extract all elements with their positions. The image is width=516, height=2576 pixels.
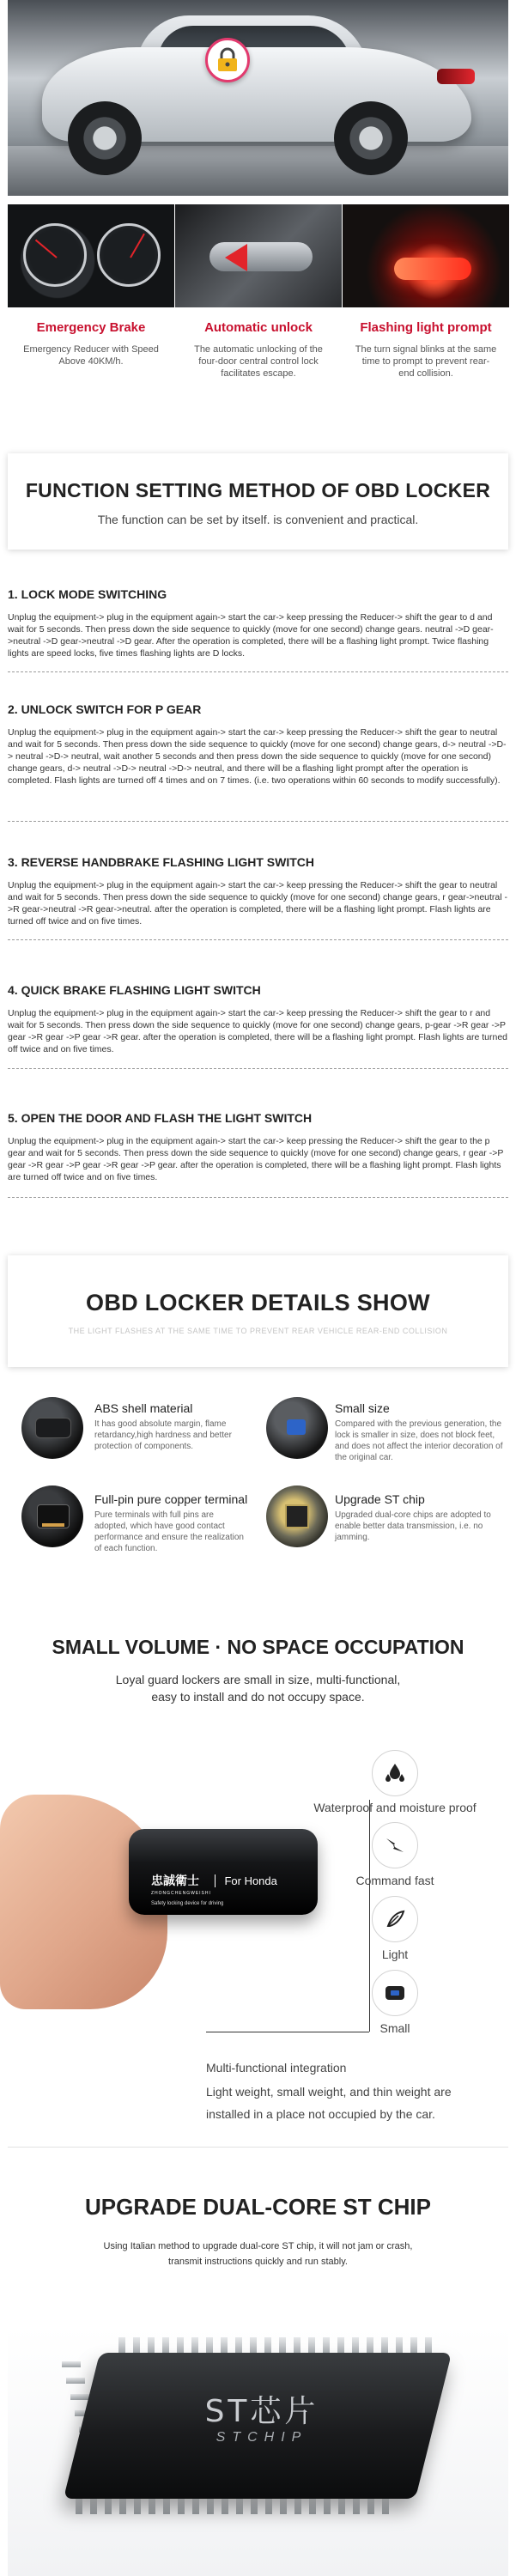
feature-title: Flashing light prompt [360,320,492,335]
gauge-needle [35,240,58,258]
feature-label-small: Small [379,2021,410,2035]
detail-title: Upgrade ST chip [335,1492,425,1506]
function-setting-card [8,453,508,550]
feature-title: Automatic unlock [204,320,313,335]
integration-line-2: installed in a place not occupied by the car. [206,2107,435,2121]
feather-icon [372,1896,418,1942]
detail-desc: Upgraded dual-core chips are adopted to enable better data transmission, i.e. no jamming. [335,1510,491,1542]
section-title-open-door: 5. OPEN THE DOOR AND FLASH THE LIGHT SWITCH [8,1111,313,1125]
front-wheel [68,101,142,175]
section-title-unlock-p: 2. UNLOCK SWITCH FOR P GEAR [8,702,202,716]
chip-sublabel: STCHIP [216,2430,308,2445]
feature-desc: The automatic unlocking of the four-door central control lock facilitates escape. [194,344,323,379]
details-card-subtitle: THE LIGHT FLASHES AT THE SAME TIME TO PREVENT REAR VEHICLE REAR-END COLLISION [68,1327,448,1335]
gauge-needle [130,234,145,258]
connector-line [369,1800,370,2032]
small-device-icon [372,1970,418,2016]
feature-label-light: Light [381,1947,409,1961]
section-body-quick-brake: Unplug the equipment-> plug in the equipment again-> start the car-> keep pressing the Reducer-> shift the gear to r and wait for 5 seconds. Then press down the side sequence to quickly (move for one second) change gears, p-gear ->R gear ->P gear ->R gear ->P gear ->R gear. after the operation is completed, there will be a flashing light prompt. Flash lights are turned off twice and on five times. [8,1008,507,1054]
feature-title: Emergency Brake [36,320,146,335]
integration-line-1: Light weight, small weight, and thin weight are [206,2085,452,2099]
section-body-lock-mode: Unplug the equipment-> plug in the equipment again-> start the car-> keep pressing the Reducer-> shift the gear to d and wait for 5 seconds. Then press down the side sequence to quickly (move for one second) change gears. neutral ->D gear->neutral ->D gear->neutral ->D gear. After the operation is completed, there will be a flashing light prompt. Twice flashing lights are speed locks, five times flashing lights are D locks. [8,612,494,659]
detail-desc: Pure terminals with full pins are adopted, which have good contact performance and ensure the realization of each function. [94,1510,244,1553]
car-tail-light [437,69,475,84]
door-handle-image [175,204,342,307]
chip-pin [62,2361,81,2367]
feature-label-waterproof: Waterproof and moisture proof [313,1801,477,1814]
small-volume-subtitle-1: Loyal guard lockers are small in size, multi-functional, [115,1673,401,1686]
device-model: For Honda [215,1874,276,1887]
gauge-right [97,223,161,287]
chip-title: UPGRADE DUAL-CORE ST CHIP [84,2194,431,2220]
abs-shell-icon [21,1397,83,1459]
details-card [8,1255,508,1367]
feature-desc: The turn signal blinks at the same time to prompt to prevent rear-end collision. [355,344,497,379]
speedometer-image [8,204,174,307]
device-tagline: Safety locking device for driving [151,1901,224,1906]
lightning-icon [372,1822,418,1868]
waterproof-icon [372,1750,418,1796]
integration-title: Multi-functional integration [206,2061,347,2075]
chip-subtitle-1: Using Italian method to upgrade dual-core ST chip, it will not jam or crash, [103,2241,413,2251]
function-card-subtitle: The function can be set by itself. is convenient and practical. [97,513,419,526]
st-chip-icon [266,1485,328,1547]
chip-subtitle-2: transmit instructions quickly and run stably. [168,2257,348,2267]
device-pinyin: ZHONGCHENGWEISHI [151,1891,211,1896]
device-brand: 忠誠衛士 [151,1874,199,1887]
copper-terminal-icon [21,1485,83,1547]
detail-title: Small size [335,1401,390,1415]
small-volume-subtitle-2: easy to install and do not occupy space. [151,1690,365,1704]
section-title-lock-mode: 1. LOCK MODE SWITCHING [8,587,167,601]
detail-title: Full-pin pure copper terminal [94,1492,248,1506]
rear-wheel [334,101,408,175]
lock-icon [205,38,250,82]
details-card-title: OBD LOCKER DETAILS SHOW [86,1290,430,1315]
small-size-icon [266,1397,328,1459]
detail-desc: Compared with the previous generation, the lock is smaller in size, does not block feet, and does not affect the interior decoration of the original car. [335,1419,503,1462]
section-title-reverse-handbrake: 3. REVERSE HANDBRAKE FLASHING LIGHT SWITCH [8,855,315,869]
chip-pin [70,2394,89,2400]
divider [8,1197,508,1198]
section-title-quick-brake: 4. QUICK BRAKE FLASHING LIGHT SWITCH [8,983,261,997]
divider [8,1068,508,1069]
section-body-open-door: Unplug the equipment-> plug in the equipment again-> start the car-> keep pressing the Reducer-> shift the gear to the p gear and wait for 5 seconds. Then press down the side sequence to quickly (move for one second) change gears, r gear ->P gear ->R gear ->P gear ->R gear ->P gear. after the operation is completed, there will be a flashing light prompt. Flash lights are turned off twice and on five times. [8,1136,504,1182]
function-card-title: FUNCTION SETTING METHOD OF OBD LOCKER [25,479,491,501]
hero-car-image [8,0,508,196]
section-body-reverse-handbrake: Unplug the equipment-> plug in the equipment again-> start the car-> keep pressing the Reducer-> shift the gear to neutral and wait for 5 seconds. Then press down the side sequence to quickly (move for one second) change gears, r gear->neutral ->R gear->neutral ->R gear->neutral. after the operation is completed, there will be a flashing light prompt. Flash lights are turned off twice and on five times. [8,880,508,927]
red-arrow-icon [225,244,247,271]
chip-pin [66,2378,85,2384]
tail-light-image [343,204,509,307]
small-volume-title: SMALL VOLUME · NO SPACE OCCUPATION [52,1636,464,1658]
detail-title: ABS shell material [94,1401,193,1415]
divider [8,939,508,940]
divider [8,821,508,822]
feature-label-command-fast: Command fast [355,1874,434,1887]
chip-label: ST芯片 [204,2394,319,2429]
section-divider [8,2147,508,2148]
divider [8,671,508,672]
tail-light-glow [394,258,471,280]
detail-desc: It has good absolute margin, flame retardancy,high hardness and better protection of components. [94,1419,232,1451]
gauge-left [23,223,87,287]
feature-desc: Emergency Reducer with Speed Above 40KM/h. [23,344,159,367]
device-label [151,1872,306,1906]
section-body-unlock-p: Unplug the equipment-> plug in the equipment again-> start the car-> keep pressing the Reducer-> shift the gear to neutral and wait for 5 seconds. Then press down the side sequence to quickly (move for one second) change gears, d-> neutral ->D-> neutral ->D-> neutral, wait another 5 seconds and then press down the side sequence to quickly (move for one second) change gears, d-> neutral ->D-> neutral ->D-> neutral, and there will be a flashing light prompt after the operation is completed. Flash lights are turned off 4 times and on 7 times. (i.e. two operations within 60 seconds to modify successfully). [8,727,507,786]
